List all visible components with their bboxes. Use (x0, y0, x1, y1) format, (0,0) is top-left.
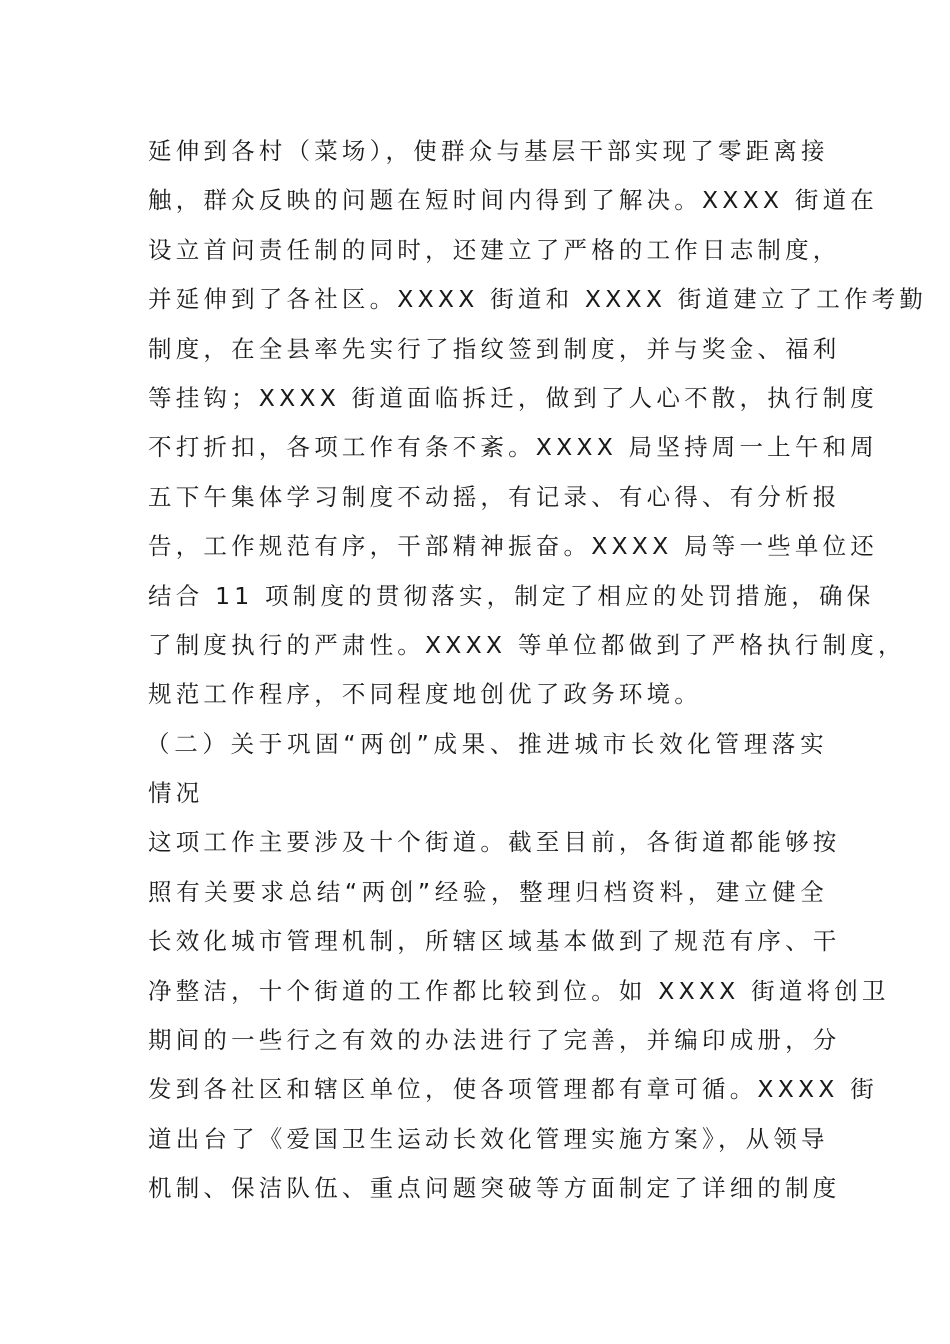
text-line: 长效化城市管理机制，所辖区域基本做到了规范有序、干 (148, 927, 841, 956)
text-line: 发到各社区和辖区单位，使各项管理都有章可循。XXXX 街 (148, 1075, 878, 1104)
text-line: 并延伸到了各社区。XXXX 街道和 XXXX 街道建立了工作考勤 (148, 285, 928, 314)
text-line: 这项工作主要涉及十个街道。截至目前，各街道都能够按 (148, 828, 841, 857)
text-line: 制度，在全县率先实行了指纹签到制度，并与奖金、福利 (148, 334, 841, 363)
paragraph-section-two-body (148, 818, 890, 1213)
text-line: 规范工作程序，不同程度地创优了政务环境。 (148, 680, 702, 709)
text-line: 道出台了《爱国卫生运动长效化管理实施方案》，从领导 (148, 1124, 829, 1153)
section-two-heading (148, 720, 828, 819)
text-line: 净整洁，十个街道的工作都比较到位。如 XXXX 街道将创卫 (148, 976, 890, 1005)
paragraph-section-one-tail (148, 127, 928, 720)
text-line: 五下午集体学习制度不动摇，有记录、有心得、有分析报 (148, 482, 841, 511)
text-line: 触，群众反映的问题在短时间内得到了解决。XXXX 街道在 (148, 186, 878, 215)
document-body (146, 127, 928, 1214)
heading-line: （二）关于巩固“两创”成果、推进城市长效化管理落实 (146, 729, 828, 758)
text-line: 等挂钩；XXXX 街道面临拆迁，做到了人心不散，执行制度 (148, 383, 878, 412)
text-line: 了制度执行的严肃性。XXXX 等单位都做到了严格执行制度， (148, 630, 906, 659)
text-line: 结合 11 项制度的贯彻落实，制定了相应的处罚措施，确保 (148, 581, 875, 610)
text-line: 机制、保洁队伍、重点问题突破等方面制定了详细的制度 (148, 1174, 841, 1203)
text-line: 期间的一些行之有效的办法进行了完善，并编印成册，分 (148, 1026, 841, 1055)
text-line: 设立首问责任制的同时，还建立了严格的工作日志制度， (148, 235, 841, 264)
text-line: 延伸到各村（菜场），使群众与基层干部实现了零距离接 (148, 137, 829, 165)
text-line: 照有关要求总结“两创”经验，整理归档资料，建立健全 (148, 877, 828, 906)
heading-line: 情况 (148, 779, 204, 808)
text-line: 不打折扣，各项工作有条不紊。XXXX 局坚持周一上午和周 (148, 433, 878, 462)
text-line: 告，工作规范有序，干部精神振奋。XXXX 局等一些单位还 (148, 532, 878, 561)
